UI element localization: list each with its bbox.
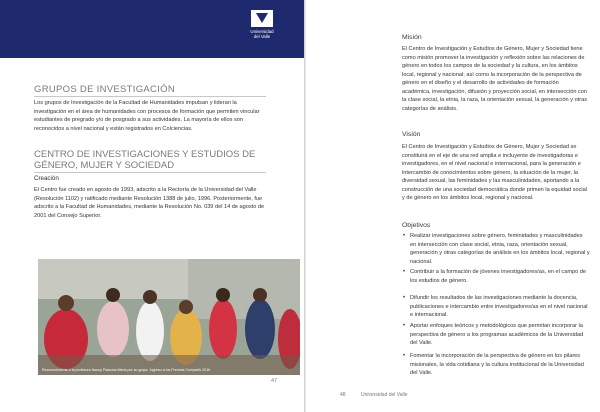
university-logo xyxy=(250,10,274,48)
objective-item: • Realizar investigaciones sobre género, feminidades y masculinidades en intersección con clase social, etnia, raza, orientación sexual, generación y otras categorías de análisis en los ámbitos local, regional y nacional. xyxy=(403,233,590,265)
logo-text: Universidad del Valle xyxy=(250,29,274,39)
bullet-icon: • xyxy=(403,233,406,239)
page-number-right: 48 xyxy=(340,392,346,398)
right-page xyxy=(306,0,600,412)
heading-rule xyxy=(34,172,266,173)
vision-heading: Visión xyxy=(402,131,421,138)
objectives-heading: Objetivos xyxy=(402,222,431,229)
mission-text: El Centro de Investigación y Estudios de Género, Mujer y Sociedad tiene como misión promover la investigación y reflexión sobre las relaciones de género en todos los campos de la sociedad y la cultura, en los ámbitos local, regional y nacional; así como la incorporación de la perspectiva de género en el diseño y el desarrollo de actividades de formación académica, investigación, difusión y proyección social, en intersección con la clase social, la etnia, la raza, la orientación sexual, la generación y otras categorías de análisis. xyxy=(402,46,588,112)
creation-text: El Centro fue creado en agosto de 1993, adscrito a la Rectoría de la Universidad del Valle (Resolución 1102) y ratificado mediante Resolución 1388 de julio, 1996. Posteriormente, fue adscrito a la Facultad de Humanidades, mediante la Resolución No. 039 del 14 de agosto de 2001 del Consejo Superior. xyxy=(34,187,265,219)
objective-item: • Contribuir a la formación de jóvenes investigadores/as, en el campo de los estudios de género. xyxy=(403,269,586,284)
objective-item: • Difundir los resultados de las investigaciones mediante la docencia, publicaciones e intercambio entre investigadores/as en el nivel nacional e internacional. xyxy=(403,295,588,318)
award-photo xyxy=(38,259,300,375)
objective-item: • Aportar enfoques teóricos y metodológicos que permitan incorporar la perspectiva de género a los programas académicos de la Universidad del Valle. xyxy=(403,323,584,346)
creation-heading: Creación xyxy=(34,175,59,182)
objective-item: • Fomentar la incorporación de la perspectiva de género en los pilares misionales, la vida cotidiana y la cultura institucional de la Universidad del Valle. xyxy=(403,353,584,376)
footer-label: Universidad del Valle xyxy=(360,392,408,398)
center-heading: CENTRO DE INVESTIGACIONES Y ESTUDIOS DE GÉNERO, MUJER Y SOCIEDAD xyxy=(34,149,256,171)
heading-rule xyxy=(34,96,266,97)
groups-text: Los grupos de Investigación de la Facultad de Humanidades impulsan y lideran la investigación en el área de humanidades con procesos de formación que permiten vincular estudiantes de pregrado y/o de posgrado a sus actividades. La mayoría de ellos son reconocidos a nivel nacional y están registrados en Colciencias. xyxy=(34,100,260,132)
bullet-icon: • xyxy=(403,353,406,359)
bullet-icon: • xyxy=(403,323,406,329)
page-footer xyxy=(340,392,408,398)
page-number-left: 47 xyxy=(271,378,278,384)
logo-icon xyxy=(251,10,273,27)
groups-heading: GRUPOS DE INVESTIGACIÓN xyxy=(34,84,175,95)
vision-text: El Centro de Investigación y Estudios de Género, Mujer y Sociedad se constituirá en el eje de una red amplia e incluyente de investigadoras e investigadores, en el nivel nacional e internacional, para la generación e intercambio de conocimientos sobre género, la situación de la mujer, la diversidad sexual, las feminidades y las masculinidades, aportando a la construcción de una sociedad democrática donde primen la equidad social y de género en los ámbitos local, regional y nacional. xyxy=(402,144,588,201)
bullet-icon: • xyxy=(403,269,406,275)
bullet-icon: • xyxy=(403,295,406,301)
mission-heading: Misión xyxy=(402,34,422,41)
photo-caption: Reconocimiento a la profesora Nancy Palacios Mena por su grupo. Ingreso a los Premios Compartir 2016 xyxy=(42,368,211,372)
